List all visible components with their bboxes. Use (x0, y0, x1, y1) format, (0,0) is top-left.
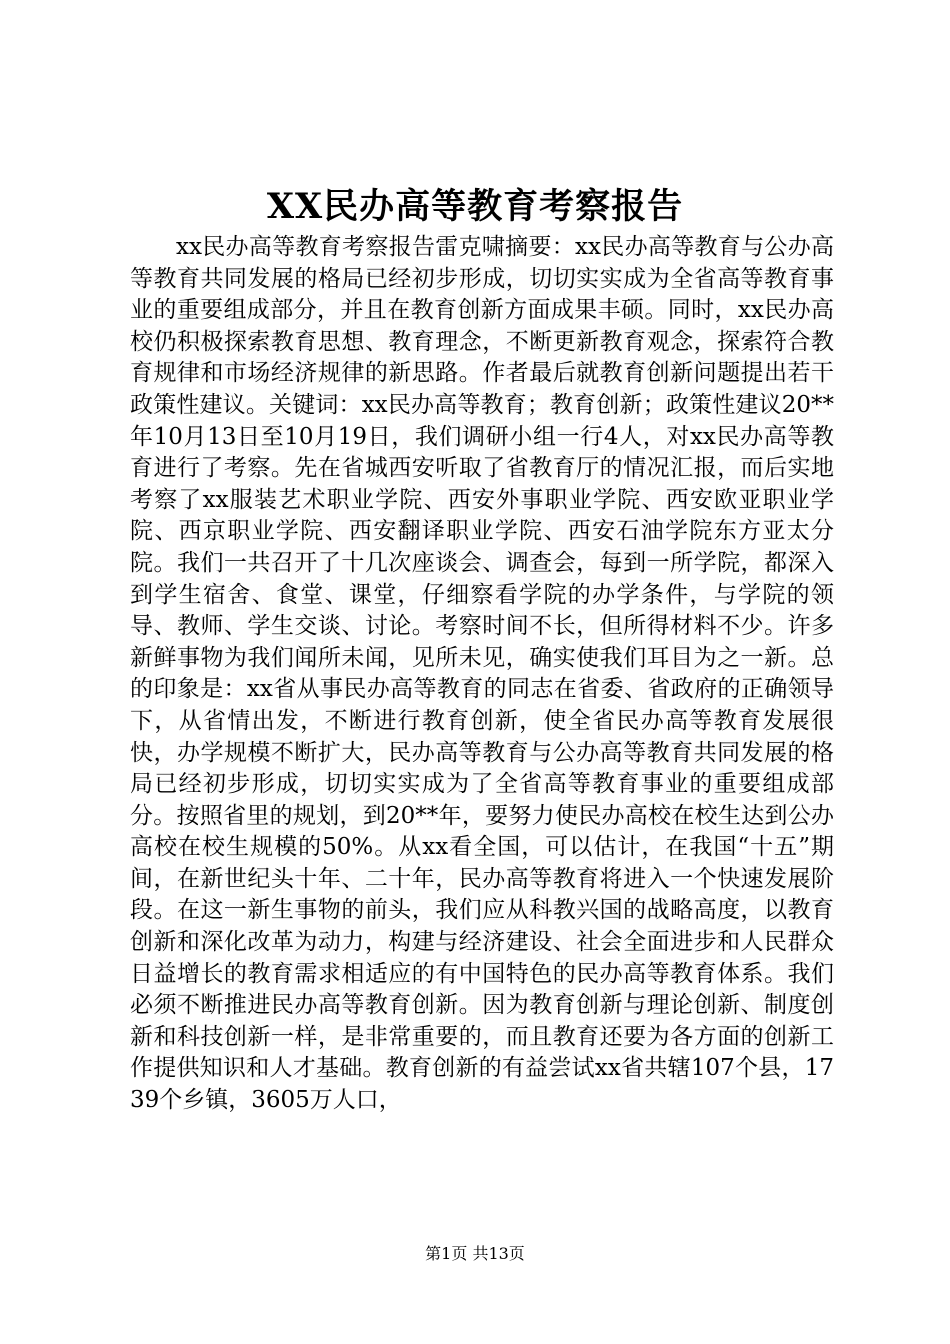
document-body: xx民办高等教育考察报告雷克啸摘要：xx民办高等教育与公办高等教育共同发展的格局已经初步形成，切切实实成为全省高等教育事业的重要组成部分，并且在教育创新方面成果丰硕。同时，xx民办高校仍积极探索教育思想、教育理念，不断更新教育观念，探索符合教育规律和市场经济规律的新思路。作者最后就教育创新问题提出若干政策性建议。关键词：xx民办高等教育；教育创新；政策性建议20**年10月13日至10月19日，我们调研小组一行4人，对xx民办高等教育进行了考察。先在省城西安听取了省教育厅的情况汇报，而后实地考察了xx服装艺术职业学院、西安外事职业学院、西安欧亚职业学院、西京职业学院、西安翻译职业学院、西安石油学院东方亚太分院。我们一共召开了十几次座谈会、调查会，每到一所学院，都深入到学生宿舍、食堂、课堂，仔细察看学院的办学条件，与学院的领导、教师、学生交谈、讨论。考察时间不长，但所得材料不少。许多新鲜事物为我们闻所未闻，见所未见，确实使我们耳目为之一新。总的印象是：xx省从事民办高等教育的同志在省委、省政府的正确领导下，从省情出发，不断进行教育创新，使全省民办高等教育发展很快，办学规模不断扩大，民办高等教育与公办高等教育共同发展的格局已经初步形成，切切实实成为了全省高等教育事业的重要组成部分。按照省里的规划，到20**年，要努力使民办高校在校生达到公办高校在校生规模的50%。从xx看全国，可以估计，在我国“十五”期间，在新世纪头十年、二十年，民办高等教育将进入一个快速发展阶段。在这一新生事物的前头，我们应从科教兴国的战略高度，以教育创新和深化改革为动力，构建与经济建设、社会全面进步和人民群众日益增长的教育需求相适应的有中国特色的民办高等教育体系。我们必须不断推进民办高等教育创新。因为教育创新与理论创新、制度创新和科技创新一样，是非常重要的，而且教育还要为各方面的创新工作提供知识和人才基础。教育创新的有益尝试xx省共辖107个县，1739个乡镇，3605万人口， (130, 234, 834, 1114)
page-number: 第1页 共13页 (425, 1244, 525, 1263)
document-title: XX民办高等教育考察报告 (266, 186, 684, 227)
